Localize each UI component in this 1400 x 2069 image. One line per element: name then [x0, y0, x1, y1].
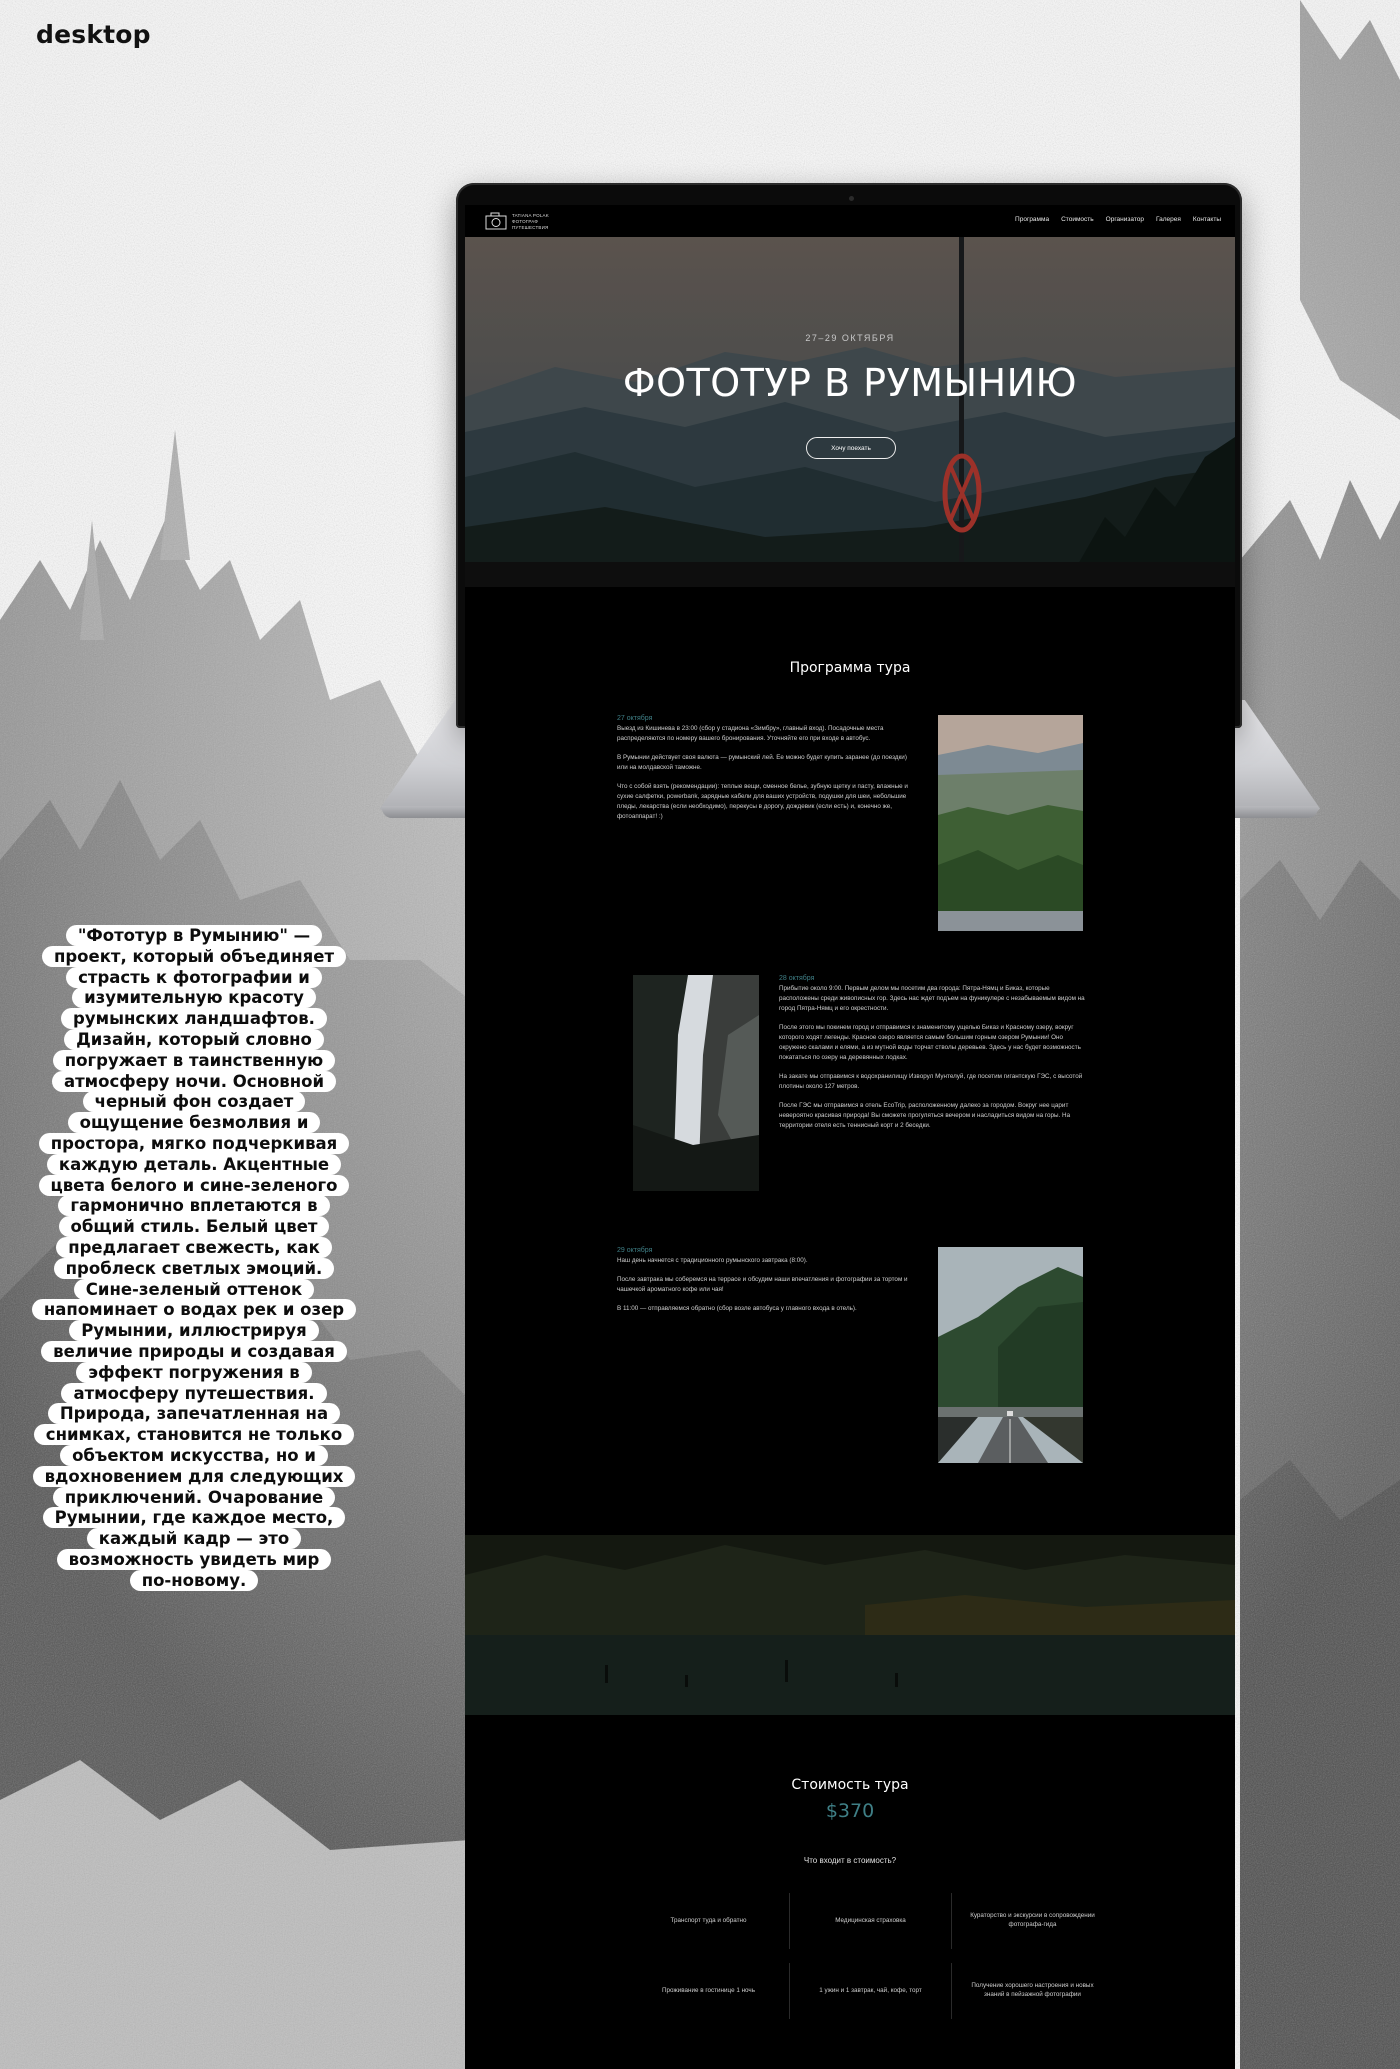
price-title: Стоимость тура [791, 1777, 909, 1793]
description-line: приключений. Очарование [53, 1487, 336, 1508]
day-date: 28 октября [779, 975, 815, 982]
day-paragraph: Что с собой взять (рекомендации): теплые вещи, сменное белье, зубную щетку и пасту, влажные и сухие салфетки, powerbank, зарядные кабели для ваших устройств, подушки для шеи, небольшие пледы, лекарства (если необходимо), перекусы в дорогу, дождевик (если есть) и, конечно же, фотоаппарат! :) [617, 783, 908, 820]
hero-mountain-image [465, 237, 1235, 587]
description-line: предлагает свежесть, как [56, 1237, 332, 1258]
description-line: возможность увидеть мир [57, 1549, 332, 1570]
description-line: по-новому. [130, 1570, 259, 1591]
day-date: 27 октября [617, 715, 653, 722]
description-line: Природа, запечатленная на [48, 1403, 340, 1424]
description-line: общий стиль. Белый цвет [59, 1216, 330, 1237]
lake-banner-image [465, 1535, 1235, 1715]
description-line: величие природы и создавая [41, 1341, 347, 1362]
price-value: $370 [825, 1800, 875, 1822]
description-line: черный фон создает [83, 1091, 306, 1112]
included-item: Медицинская страховка [835, 1916, 906, 1924]
included-title: Что входит в стоимость? [803, 1856, 897, 1865]
day-date: 29 октября [617, 1247, 653, 1254]
description-line: простора, мягко подчеркивая [39, 1133, 350, 1154]
corner-label: desktop [36, 20, 151, 49]
nav-link-contacts[interactable]: Контакты [1192, 216, 1221, 223]
nav-link-organizer[interactable]: Организатор [1105, 216, 1144, 223]
day-paragraph: После ГЭС мы отправимся в отель EcoTrip, расположенному далеко за городом. Вокруг нее царит невероятно красивая природа! Вы сможете прогуляться вечером и насладиться видом на горы. На территории отеля есть теннисный корт и 2 беседки. [779, 1102, 1071, 1129]
top-nav [465, 205, 1235, 237]
day-paragraph: После этого мы покинем город и отправимся к знаменитому ущелью Биказ и Красному озеру, вокруг которого ходят легенды. Красное озеро является самым большим горным озером Румынии! Оно окружено скалами и елями, а из мутной воды торчат стволы деревьев. Здесь у нас будет возможность покататься по озеру на деревянных лодках. [779, 1024, 1081, 1061]
day-paragraph: Наш день начнется с традиционного румынского завтрака (8:00). [617, 1257, 808, 1264]
day-block-29 [617, 1247, 917, 1323]
day-paragraph: В Румынии действует своя валюта — румынский лей. Ее можно будет купить заранее (до поездки) или на молдавской таможне. [617, 754, 907, 771]
hero-title: ФОТОТУР В РУМЫНИЮ [622, 361, 1078, 405]
day-paragraph: Выезд из Кишинева в 23:00 (сбор у стадиона «Зимбру», главный вход). Посадочные места распределяются по номеру вашего бронирования. Уточняйте его при входе в автобус. [617, 725, 884, 742]
description-line: эффект погружения в [76, 1362, 312, 1383]
description-line: проект, который объединяет [42, 946, 346, 967]
description-line: объектом искусства, но и [60, 1445, 328, 1466]
nav-link-program[interactable]: Программа [1015, 216, 1050, 223]
day-paragraph: После завтрака мы соберемся на террасе и обсудим наши впечатления и фотографии за тортом и чашечкой ароматного кофе или чая! [617, 1276, 908, 1293]
description-line: Дизайн, который словно [64, 1029, 324, 1050]
included-item: Получение хорошего настроения и новых знаний в пейзажной фотографии [971, 1982, 1094, 1998]
description-line: снимках, становится не только [34, 1424, 354, 1445]
description-line: изумительную красоту [72, 987, 316, 1008]
logo[interactable] [485, 210, 551, 232]
included-item: Проживание в гостинице 1 ночь [662, 1986, 755, 1994]
nav-link-price[interactable]: Стоимость [1061, 216, 1094, 223]
day-block-28 [779, 975, 1085, 1140]
website-page [465, 205, 1235, 2069]
logo-line: ПУТЕШЕСТВИЯ [512, 224, 549, 230]
day-block-27 [617, 715, 917, 831]
included-grid [628, 1885, 1113, 2025]
hero-section [465, 237, 1235, 587]
want-to-go-button[interactable]: Хочу поехать [806, 437, 896, 459]
logo-line: TATIANA POLAK [512, 212, 549, 218]
day-paragraph: На закате мы отправимся к водохранилищу Изворул Мунтелуй, где посетим гигантскую ГЭС, с высотой плотины около 127 метров. [779, 1073, 1083, 1090]
description-line: Сине-зеленый оттенок [74, 1279, 314, 1300]
nav-link-gallery[interactable]: Галерея [1155, 216, 1181, 223]
logo-line: ФОТОГРАФ [512, 218, 538, 224]
description-line: ощущение безмолвия и [68, 1112, 321, 1133]
program-title: Программа тура [789, 660, 911, 676]
description-line: атмосферу путешествия. [61, 1383, 326, 1404]
description-line: напоминает о водах рек и озер [32, 1299, 356, 1320]
description-line: каждую деталь. Акцентные [47, 1154, 341, 1175]
description-line: каждый кадр — это [87, 1528, 301, 1549]
description-line: Румынии, иллюстрируя [69, 1320, 318, 1341]
included-item: Транспорт туда и обратно [670, 1916, 747, 1924]
day-paragraph: В 11:00 — отправляемся обратно (сбор возле автобуса у главного входа в отель). [617, 1305, 857, 1312]
hero-date: 27–29 ОКТЯБРЯ [805, 333, 895, 343]
description-line: румынских ландшафтов. [61, 1008, 327, 1029]
description-line: цвета белого и сине-зеленого [39, 1175, 350, 1196]
included-item: 1 ужин и 1 завтрак, чай, кофе, торт [819, 1986, 922, 1994]
day-photo-valley [938, 715, 1083, 931]
description-line: проблеск светлых эмоций. [54, 1258, 335, 1279]
day-photo-road [938, 1247, 1083, 1463]
description-line: вдохновением для следующих [33, 1466, 356, 1487]
day-paragraph: Прибытие около 9:00. Первым делом мы посетим два города: Пятра-Нямц и Биказ, которые расположены среди живописных гор. Здесь нас ждет подъем на фуникулере с незабываемым видом на город Пятра-Нямц и его окрестности. [779, 985, 1085, 1012]
description-line: Румынии, где каждое место, [43, 1507, 346, 1528]
included-item: Кураторство и экскурсии в сопровождении фотографа-гида [970, 1912, 1095, 1928]
description-line: гармонично вплетаются в [58, 1195, 329, 1216]
description-line: атмосферу ночи. Основной [52, 1071, 336, 1092]
project-description [22, 926, 366, 1592]
description-line: погружает в таинственную [53, 1050, 335, 1071]
description-line: страсть к фотографии и [66, 967, 322, 988]
description-line: "Фототур в Румынию" — [66, 925, 322, 946]
camera-icon [849, 196, 854, 201]
camera-logo-icon [485, 212, 507, 230]
day-photo-gorge [633, 975, 759, 1191]
